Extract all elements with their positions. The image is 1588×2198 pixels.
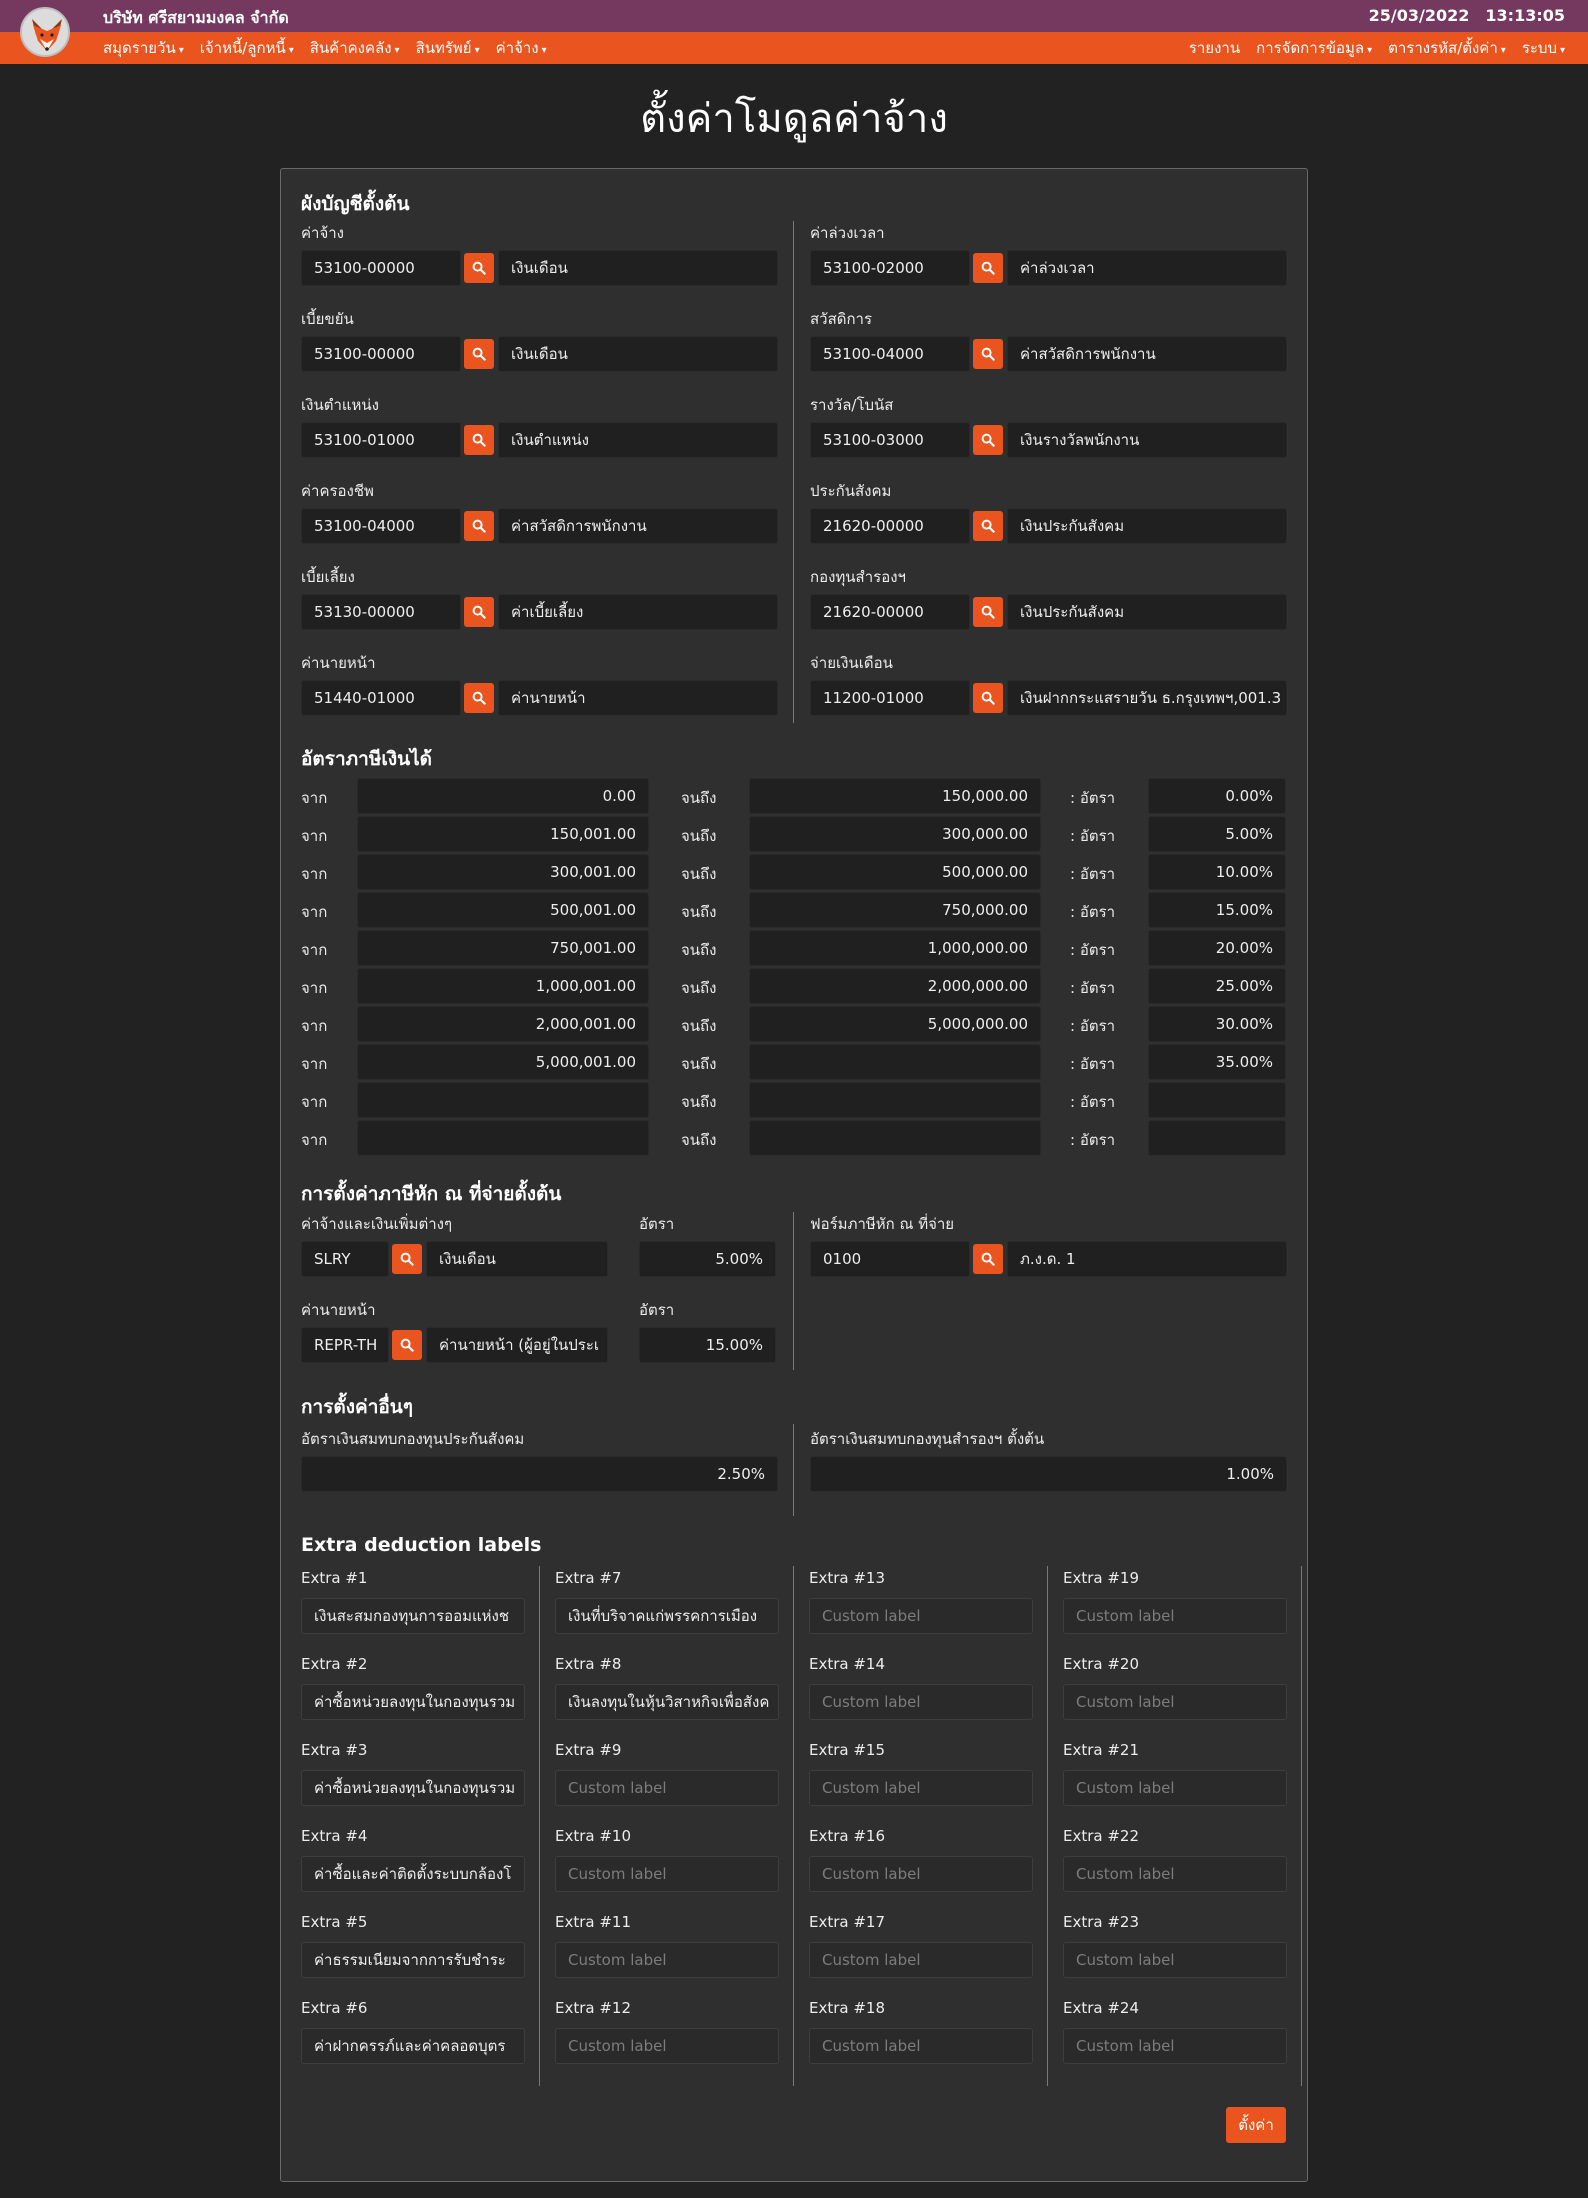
search-button[interactable] <box>973 683 1003 713</box>
company-name: บริษัท ศรีสยามมงคล จำกัด <box>103 8 289 27</box>
extra-label: Extra #8 <box>555 1655 622 1673</box>
extra-label-input[interactable]: Custom label <box>1063 1598 1287 1634</box>
withholding-type-label: ค่านายหน้า <box>301 1301 376 1319</box>
extra-label-input[interactable]: Custom label <box>809 1684 1033 1720</box>
tax-rate-label: : อัตรา <box>1070 865 1116 883</box>
section-title-accounts: ผังบัญชีตั้งต้น <box>301 193 410 215</box>
menu-right <box>1189 32 1565 64</box>
divider <box>1047 1566 1048 2086</box>
menu-left <box>103 32 547 64</box>
tax-from-input[interactable]: 750,001.00 <box>357 930 649 966</box>
account-code-input[interactable]: 53100-00000 <box>301 336 461 372</box>
extra-label-input[interactable]: ค่าฝากครรภ์และค่าคลอดบุตร <box>301 2028 525 2064</box>
tax-to-label: จนถึง <box>681 1017 717 1035</box>
extra-label: Extra #9 <box>555 1741 622 1759</box>
extra-label: Extra #17 <box>809 1913 886 1931</box>
account-name-field[interactable]: เงินฝากกระแสรายวัน ธ.กรุงเทพฯ,001.3 <box>1007 680 1287 716</box>
tax-from-input[interactable]: 300,001.00 <box>357 854 649 890</box>
divider <box>1301 1566 1302 2086</box>
tax-rate-input[interactable] <box>1148 1120 1286 1156</box>
extra-label-input[interactable]: ค่าซื้อหน่วยลงทุนในกองทุนรวม <box>301 1684 525 1720</box>
account-label: ค่าครองชีพ <box>301 482 374 500</box>
extra-label: Extra #16 <box>809 1827 886 1845</box>
tax-to-input[interactable] <box>749 1120 1041 1156</box>
tax-rate-label: : อัตรา <box>1070 979 1116 997</box>
extra-label-input[interactable]: เงินลงทุนในหุ้นวิสาหกิจเพื่อสังค <box>555 1684 779 1720</box>
extra-label-input[interactable]: Custom label <box>1063 2028 1287 2064</box>
tax-from-label: จาก <box>301 827 328 845</box>
account-name-field[interactable]: เงินเดือน <box>498 336 778 372</box>
tax-rate-input[interactable]: 35.00% <box>1148 1044 1286 1080</box>
account-name-field[interactable]: เงินตำแหน่ง <box>498 422 778 458</box>
tax-from-input[interactable] <box>357 1082 649 1118</box>
tax-from-input[interactable]: 500,001.00 <box>357 892 649 928</box>
account-label: ประกันสังคม <box>810 482 892 500</box>
extra-label: Extra #14 <box>809 1655 886 1673</box>
search-button[interactable] <box>392 1244 422 1274</box>
tax-from-input[interactable]: 2,000,001.00 <box>357 1006 649 1042</box>
account-label: ค่าจ้าง <box>301 224 344 242</box>
extra-label: Extra #7 <box>555 1569 622 1587</box>
tax-to-label: จนถึง <box>681 979 717 997</box>
account-code-input[interactable]: 53100-01000 <box>301 422 461 458</box>
extra-label: Extra #13 <box>809 1569 886 1587</box>
sso-rate-label: อัตราเงินสมทบกองทุนประกันสังคม <box>301 1430 525 1448</box>
tax-to-label: จนถึง <box>681 903 717 921</box>
section-title-extra: Extra deduction labels <box>301 1534 542 1556</box>
account-code-input[interactable]: 53100-04000 <box>810 336 970 372</box>
extra-label: Extra #1 <box>301 1569 368 1587</box>
extra-label: Extra #6 <box>301 1999 368 2017</box>
tax-to-label: จนถึง <box>681 865 717 883</box>
extra-label-input[interactable]: Custom label <box>809 1942 1033 1978</box>
tax-to-input[interactable]: 300,000.00 <box>749 816 1041 852</box>
menu-ap-ar[interactable]: เจ้าหนี้/ลูกหนี้ ▾ <box>199 39 294 57</box>
extra-label-input[interactable]: Custom label <box>809 1770 1033 1806</box>
account-code-input[interactable]: 11200-01000 <box>810 680 970 716</box>
tax-from-input[interactable]: 150,001.00 <box>357 816 649 852</box>
account-label: เงินตำแหน่ง <box>301 396 380 414</box>
extra-label: Extra #10 <box>555 1827 632 1845</box>
search-button[interactable] <box>464 339 494 369</box>
menu-journal[interactable]: สมุดรายวัน ▾ <box>103 39 184 57</box>
extra-label-input[interactable]: ค่าซื้อและค่าติดตั้งระบบกล้องโ <box>301 1856 525 1892</box>
datetime <box>1369 6 1565 25</box>
tax-from-label: จาก <box>301 789 328 807</box>
pvd-rate-label: อัตราเงินสมทบกองทุนสำรองฯ ตั้งต้น <box>810 1430 1045 1448</box>
tax-to-input[interactable] <box>749 1082 1041 1118</box>
account-name-field[interactable]: ค่าเบี้ยเลี้ยง <box>498 594 778 630</box>
menu-bar <box>0 32 1588 64</box>
tax-rate-input[interactable]: 20.00% <box>1148 930 1286 966</box>
tax-rate-input[interactable]: 30.00% <box>1148 1006 1286 1042</box>
divider <box>793 221 794 723</box>
search-button[interactable] <box>464 253 494 283</box>
menu-reports[interactable]: รายงาน <box>1188 39 1241 57</box>
withholding-name-field[interactable]: ค่านายหน้า (ผู้อยู่ในประเ <box>426 1327 608 1363</box>
extra-label-input[interactable]: Custom label <box>809 2028 1033 2064</box>
tax-from-label: จาก <box>301 979 328 997</box>
top-bar <box>0 0 1588 32</box>
settings-card <box>280 168 1308 2182</box>
extra-label: Extra #18 <box>809 1999 886 2017</box>
extra-label-input[interactable]: Custom label <box>555 2028 779 2064</box>
extra-label-input[interactable]: Custom label <box>555 1942 779 1978</box>
tax-to-label: จนถึง <box>681 1093 717 1111</box>
extra-label: Extra #5 <box>301 1913 368 1931</box>
withholding-rate-input[interactable]: 15.00% <box>639 1327 776 1363</box>
tax-rate-input[interactable]: 10.00% <box>1148 854 1286 890</box>
tax-to-label: จนถึง <box>681 941 717 959</box>
tax-to-input[interactable]: 150,000.00 <box>749 778 1041 814</box>
tax-to-input[interactable]: 1,000,000.00 <box>749 930 1041 966</box>
extra-label: Extra #22 <box>1063 1827 1140 1845</box>
extra-label-input[interactable]: Custom label <box>1063 1942 1287 1978</box>
account-label: กองทุนสำรองฯ <box>810 568 906 586</box>
tax-from-input[interactable]: 1,000,001.00 <box>357 968 649 1004</box>
tax-to-input[interactable]: 750,000.00 <box>749 892 1041 928</box>
account-label: ค่าล่วงเวลา <box>810 224 885 242</box>
extra-label-input[interactable]: Custom label <box>555 1856 779 1892</box>
menu-data-management[interactable]: การจัดการข้อมูล ▾ <box>1256 39 1373 57</box>
tax-rate-label: : อัตรา <box>1070 903 1116 921</box>
page-title: ตั้งค่าโมดูลค่าจ้าง <box>640 96 948 142</box>
extra-label: Extra #20 <box>1063 1655 1140 1673</box>
tax-rate-label: : อัตรา <box>1070 1093 1116 1111</box>
tax-from-label: จาก <box>301 1017 328 1035</box>
tax-to-input[interactable] <box>749 1044 1041 1080</box>
account-code-input[interactable]: 53100-04000 <box>301 508 461 544</box>
tax-from-input[interactable]: 5,000,001.00 <box>357 1044 649 1080</box>
extra-label-input[interactable]: เงินสะสมกองทุนการออมแห่งช <box>301 1598 525 1634</box>
divider <box>793 1424 794 1516</box>
tax-from-input[interactable] <box>357 1120 649 1156</box>
tax-from-label: จาก <box>301 1055 328 1073</box>
search-button[interactable] <box>464 683 494 713</box>
extra-label-input[interactable]: Custom label <box>809 1856 1033 1892</box>
divider <box>793 1566 794 2086</box>
extra-label: Extra #21 <box>1063 1741 1140 1759</box>
extra-label: Extra #15 <box>809 1741 886 1759</box>
search-button[interactable] <box>464 597 494 627</box>
tax-rate-input[interactable]: 0.00% <box>1148 778 1286 814</box>
tax-rate-label: : อัตรา <box>1070 1055 1116 1073</box>
account-name-field[interactable]: ค่านายหน้า <box>498 680 778 716</box>
caret-down-icon: ▾ <box>288 45 294 56</box>
search-button[interactable] <box>973 425 1003 455</box>
tax-rate-input[interactable] <box>1148 1082 1286 1118</box>
tax-rate-label: : อัตรา <box>1070 827 1116 845</box>
account-code-input[interactable]: 21620-00000 <box>810 508 970 544</box>
account-name-field[interactable]: ค่าสวัสดิการพนักงาน <box>498 508 778 544</box>
search-button[interactable] <box>973 339 1003 369</box>
account-label: รางวัล/โบนัส <box>810 396 894 414</box>
search-button[interactable] <box>973 1244 1003 1274</box>
withholding-form-code-input[interactable]: 0100 <box>810 1241 970 1277</box>
extra-label: Extra #11 <box>555 1913 632 1931</box>
tax-rate-label: : อัตรา <box>1070 941 1116 959</box>
account-name-field[interactable]: ค่าล่วงเวลา <box>1007 250 1287 286</box>
tax-from-label: จาก <box>301 941 328 959</box>
account-label: ค่านายหน้า <box>301 654 376 672</box>
extra-label-input[interactable]: ค่าซื้อหน่วยลงทุนในกองทุนรวม <box>301 1770 525 1806</box>
caret-down-icon: ▾ <box>178 45 184 56</box>
withholding-rate-label: อัตรา <box>639 1215 675 1233</box>
tax-from-label: จาก <box>301 1093 328 1111</box>
account-label: เบี้ยเลี้ยง <box>301 568 355 586</box>
divider <box>793 1212 794 1370</box>
caret-down-icon: ▾ <box>1500 45 1506 56</box>
pvd-rate-input[interactable]: 1.00% <box>810 1456 1287 1492</box>
section-title-other: การตั้งค่าอื่นๆ <box>301 1396 413 1418</box>
account-name-field[interactable]: เงินเดือน <box>498 250 778 286</box>
extra-label-input[interactable]: ค่าธรรมเนียมจากการรับชำระ <box>301 1942 525 1978</box>
search-button[interactable] <box>392 1330 422 1360</box>
extra-label-input[interactable]: Custom label <box>1063 1856 1287 1892</box>
account-name-field[interactable]: เงินประกันสังคม <box>1007 594 1287 630</box>
section-title-tax-rates: อัตราภาษีเงินได้ <box>301 748 432 770</box>
extra-label: Extra #19 <box>1063 1569 1140 1587</box>
caret-down-icon: ▾ <box>541 45 547 56</box>
tax-rate-input[interactable]: 5.00% <box>1148 816 1286 852</box>
tax-rate-label: : อัตรา <box>1070 1131 1116 1149</box>
extra-label: Extra #12 <box>555 1999 632 2017</box>
account-code-input[interactable]: 53100-00000 <box>301 250 461 286</box>
tax-from-label: จาก <box>301 903 328 921</box>
extra-label-input[interactable]: Custom label <box>1063 1770 1287 1806</box>
extra-label-input[interactable]: เงินที่บริจาคแก่พรรคการเมือง <box>555 1598 779 1634</box>
tax-rate-label: : อัตรา <box>1070 1017 1116 1035</box>
fox-logo-icon[interactable] <box>20 7 70 57</box>
account-name-field[interactable]: เงินประกันสังคม <box>1007 508 1287 544</box>
tax-from-input[interactable]: 0.00 <box>357 778 649 814</box>
divider <box>539 1566 540 2086</box>
tax-rate-input[interactable]: 15.00% <box>1148 892 1286 928</box>
extra-label: Extra #3 <box>301 1741 368 1759</box>
extra-label: Extra #4 <box>301 1827 368 1845</box>
withholding-name-field[interactable]: เงินเดือน <box>426 1241 608 1277</box>
withholding-form-name-field[interactable]: ภ.ง.ด. 1 <box>1007 1241 1287 1277</box>
search-button[interactable] <box>464 425 494 455</box>
tax-rate-input[interactable]: 25.00% <box>1148 968 1286 1004</box>
caret-down-icon: ▾ <box>1559 45 1565 56</box>
search-button[interactable] <box>973 597 1003 627</box>
current-time: 13:13:05 <box>1485 6 1565 25</box>
withholding-form-label: ฟอร์มภาษีหัก ณ ที่จ่าย <box>810 1215 955 1233</box>
extra-label: Extra #2 <box>301 1655 368 1673</box>
menu-assets[interactable]: สินทรัพย์ ▾ <box>415 39 480 57</box>
tax-to-input[interactable]: 5,000,000.00 <box>749 1006 1041 1042</box>
tax-to-label: จนถึง <box>681 789 717 807</box>
extra-label-input[interactable]: Custom label <box>555 1770 779 1806</box>
tax-to-label: จนถึง <box>681 1131 717 1149</box>
caret-down-icon: ▾ <box>1367 45 1373 56</box>
save-settings-button[interactable]: ตั้งค่า <box>1226 2107 1286 2143</box>
withholding-code-input[interactable]: REPR-TH <box>301 1327 389 1363</box>
section-title-withholding: การตั้งค่าภาษีหัก ณ ที่จ่ายตั้งต้น <box>301 1183 562 1205</box>
account-code-input[interactable]: 53100-02000 <box>810 250 970 286</box>
account-label: เบี้ยขยัน <box>301 310 354 328</box>
tax-from-label: จาก <box>301 865 328 883</box>
tax-to-input[interactable]: 500,000.00 <box>749 854 1041 890</box>
account-code-input[interactable]: 21620-00000 <box>810 594 970 630</box>
caret-down-icon: ▾ <box>474 45 480 56</box>
account-name-field[interactable]: เงินรางวัลพนักงาน <box>1007 422 1287 458</box>
caret-down-icon: ▾ <box>394 45 400 56</box>
tax-to-label: จนถึง <box>681 1055 717 1073</box>
withholding-code-input[interactable]: SLRY <box>301 1241 389 1277</box>
tax-to-input[interactable]: 2,000,000.00 <box>749 968 1041 1004</box>
tax-rate-label: : อัตรา <box>1070 789 1116 807</box>
account-code-input[interactable]: 53100-03000 <box>810 422 970 458</box>
tax-to-label: จนถึง <box>681 827 717 845</box>
withholding-rate-input[interactable]: 5.00% <box>639 1241 776 1277</box>
account-label: จ่ายเงินเดือน <box>810 654 893 672</box>
current-date: 25/03/2022 <box>1368 6 1470 25</box>
menu-inventory[interactable]: สินค้าคงคลัง ▾ <box>309 39 400 57</box>
withholding-type-label: ค่าจ้างและเงินเพิ่มต่างๆ <box>301 1215 453 1233</box>
menu-payroll[interactable]: ค่าจ้าง ▾ <box>495 39 547 57</box>
extra-label: Extra #24 <box>1063 1999 1140 2017</box>
account-code-input[interactable]: 53130-00000 <box>301 594 461 630</box>
account-label: สวัสดิการ <box>810 310 873 328</box>
account-code-input[interactable]: 51440-01000 <box>301 680 461 716</box>
search-button[interactable] <box>464 511 494 541</box>
withholding-rate-label: อัตรา <box>639 1301 675 1319</box>
account-name-field[interactable]: ค่าสวัสดิการพนักงาน <box>1007 336 1287 372</box>
sso-rate-input[interactable]: 2.50% <box>301 1456 778 1492</box>
tax-from-label: จาก <box>301 1131 328 1149</box>
search-button[interactable] <box>973 511 1003 541</box>
menu-system[interactable]: ระบบ ▾ <box>1521 39 1565 57</box>
extra-label-input[interactable]: Custom label <box>809 1598 1033 1634</box>
menu-code-tables[interactable]: ตารางรหัส/ตั้งค่า ▾ <box>1388 39 1506 57</box>
extra-label: Extra #23 <box>1063 1913 1140 1931</box>
search-button[interactable] <box>973 253 1003 283</box>
extra-label-input[interactable]: Custom label <box>1063 1684 1287 1720</box>
